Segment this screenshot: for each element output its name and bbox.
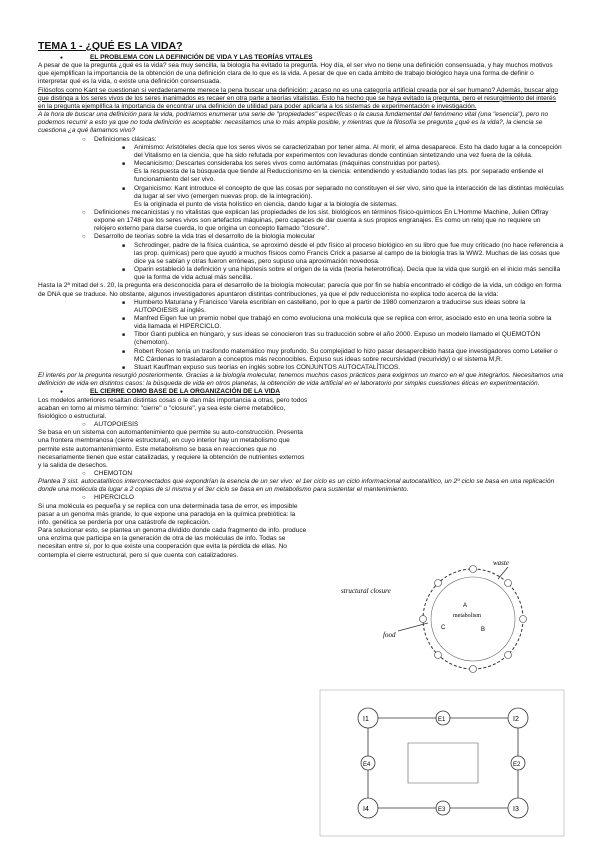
paragraph: A la hora de buscar una definición para la vida, podríamos enumerar una serie de "propiedades" específicas o la causa fundamental del fenómeno vital (una "esencia"), pero no podemos recurrir a esto ya que no toda definición es aceptable: necesitamos una lo más amplia posible, y mientras que la filosofía se pregunta ¿qué es la vida?, la ciencia se cuestiona ¿a qué llamamos vivo? xyxy=(38,111,549,135)
node-i2-label: I2 xyxy=(513,716,519,723)
node-i3-label: I3 xyxy=(513,806,519,813)
node-c: C xyxy=(441,625,446,631)
subheading: ○ CHEMOTON xyxy=(38,470,564,478)
inner-cycle xyxy=(408,743,478,783)
paragraph: Los modelos anteriores resaltan distintas cosas o le dan más importancia a otras, pero todos acaban en torno al mismo término: "cierre" o "closure", ya sea este cierre metabólico, fisiológico o estructural. xyxy=(38,396,308,420)
list-item: ■ Stuart Kauffman expuso sus teorías en inglés sobre los CONJUNTOS AUTOCATALÍTICOS. xyxy=(38,364,564,372)
paragraph: Plantea 3 sist. autocatalíticos interconectados que expondrían la esencia de un ser vivo: el 1er ciclo es un ciclo informacional autocatalítico, un 2º ciclo se basa en una replicación donde una molécula da lugar a 2 copias de sí misma y el 3er ciclo se basa en un metabolismo para sustentar el mantenimiento. xyxy=(38,478,555,494)
main-column xyxy=(38,40,564,560)
subheading: ○ HIPERCICLO xyxy=(38,494,564,502)
membrane-beads xyxy=(420,566,527,673)
paragraph: ○ Definiciones mecanicistas y no vitalistas que explican las propiedades de los sist. biológicos en términos físico-químicos En L'Homme Machine, Julien Offray expone en 1748 que los seres vivos son artefactos máquinas, pero capaces de dar cuenta a sus propios engranajes. Es como un reloj que no requiere un relojero externo para darse cuerda, lo que origina un concepto llamado "closure". xyxy=(38,209,564,233)
list-item: ■ Manfred Eigen fue un premio nobel que trabajó en como evoluciona una molécula que se replica con error, asociado esto en una teoría sobre la vida llamada el HIPERCICLO. xyxy=(38,315,564,331)
arrow-food xyxy=(398,623,428,631)
page-title: TEMA 1 - ¿QUÉ ES LA VIDA? xyxy=(38,40,183,52)
subheading: ○ Definiciones clásicas: xyxy=(38,136,564,144)
hypercycle-nodes xyxy=(358,708,528,818)
cycle-path xyxy=(368,718,518,808)
paragraph: Para solucionar esto, se plantea un genoma dividido donde cada fragmento de info. produce una enzima que participa en la generación de otra de las moléculas de info. Todas se necesitan entre sí, por lo que existe una cooperación que evita la pérdida de ellas. No contempla el cierre estructural, pero sí que cuenta con catalizadores. xyxy=(38,527,307,559)
node-i1-label: I1 xyxy=(363,716,369,723)
paragraph: Si una molécula es pequeña y se replica con una determinada tasa de error, es imposible pasar a un genoma más grande, lo que expone una paradoja en la química prebiótica: la info. genética se perdería por una catástrofe de replicación. xyxy=(38,502,298,526)
hypercycle-diagram xyxy=(318,688,566,838)
label-metabolism: metabolism xyxy=(453,613,481,619)
list-item: ■ Organicismo: Kant introduce el concepto de que las cosas por separado no constituyen el ser vivo, sino que la interacción de las distintas moléculas da lugar al ser vivo (emergen nuevas prop. de la integración). xyxy=(38,185,564,201)
paragraph: El interés por la pregunta resurgió posteriormente. Gracias a la biología molecular, tenemos muchos casos prácticos para exigirnos un marco en el que integrarlos. Necesitamos una definición de vida en distintos casos: la búsqueda de vida en otros planetas, la obtención de vida artificial en el laboratorio por simples cuestiones éticas en experimentación. xyxy=(38,372,564,388)
list-item: ■ Animismo: Aristóteles decía que los seres vivos se caracterizaban por tener alma. Al morir, el alma desaparece. Esto ha dado lugar a la concepción del Vitalismo en la ciencia, que ha sido refutada por experimentos con levaduras donde continúan sintetizando una vez fuera de la célula. xyxy=(38,144,564,160)
node-i4-label: I4 xyxy=(363,806,369,813)
section-heading: ● EL PROBLEMA CON LA DEFINICIÓN DE VIDA Y LAS TEORÍAS VITALES xyxy=(38,54,564,62)
inner-circle xyxy=(431,577,515,661)
paragraph: A pesar de que la pregunta ¿qué es la vida? sea muy sencilla, la biología ha evitado la pregunta. Hoy día, el ser vivo no tiene una definición consensuada, y hay muchos motivos que ejemplifican la importancia de la obtención de una definición clara de lo que es la vida. A pesar de que en cada ámbito de trabajo biológico haya una forma de definir o interpretar qué es la vida, o existe una definición consensuada. xyxy=(38,62,553,86)
list-item: ■ Robert Rosen tenía un trasfondo matemático muy profundo. Su complejidad lo hizo pasar desapercibido hasta que investigadores como Letelier o MC Cárdenas lo trasladaron a conceptos más reconocibles. Expuso sus ideas sobre recursividad (recurividy) o el sistema M,R. xyxy=(38,348,564,364)
arrow-waste xyxy=(498,567,508,579)
list-item-note: Es la respuesta de la búsqueda que tiende al Reduccionismo en la ciencia: entendiendo y estudiando todas las pts. por separado entiende el funcionamiento del ser vivo. xyxy=(134,168,544,184)
subheading: ○ Desarrollo de teorías sobre la vida tras el desarrollo de la biología molecular xyxy=(38,233,564,241)
label-food: food xyxy=(383,631,396,639)
subheading: ○ AUTOPOIESIS xyxy=(38,421,564,429)
paragraph: Se basa en un sistema con automantenimiento que permite su auto-construcción. Presenta una frontera membranosa (cierre estructural), en cuyo interior hay un metabolismo que permite este automantenimiento. Este metabolismo se basa en reacciones que no necesariamente tienen que estar catalizadas, y requiere la obtención de nutrientes externos y la salida de desechos. xyxy=(38,429,305,469)
label-structural: structural closure xyxy=(341,587,391,595)
section-heading: ● EL CIERRE COMO BASE DE LA ORGANIZACIÓN DE LA VIDA xyxy=(38,388,564,396)
node-a: A xyxy=(463,603,468,609)
autopoiesis-diagram xyxy=(323,557,551,677)
list-item: ■ Schrodinger, padre de la física cuántica, se aproximó desde el pdv físico al proceso biológico en su libro que fue muy criticado (no hace referencia a las prop. químicas) pero que ayudó a muchos físicos como Francis Crick a pasarse al campo de la biología tras la WW2. Muchas de las cosas que dice ya se sabían y otras fueron erróneas, pero supuso una aproximación novedosa. xyxy=(38,242,564,266)
list-item: ■ Humberto Maturana y Francisco Varela escribían en castellano, por lo que a partir de 1980 comenzaron a traducirse sus ideas sobre la AUTOPOIESIS al inglés. xyxy=(38,299,564,315)
list-item: ■ Tibor Ganti publica en húngaro, y sus ideas se conocieron tras su traducción sobre el año 2000. Expuso un modelo llamado el QUEMOTÓN (chemoton). xyxy=(38,331,564,347)
node-b: B xyxy=(481,627,486,633)
label-waste: waste xyxy=(493,559,509,567)
node-e2-label: E2 xyxy=(513,762,521,768)
list-item: ■ Mecanicismo: Descartes consideraba los seres vivos como autómatas (máquinas construidas por partes). xyxy=(38,160,564,168)
list-item: ■ Oparin estableció la definición y una hipótesis sobre el origen de la vida (teoría heterotrófica). Decía que la vida que surgió en el inicio más sencilla que la forma de vida actual más sencilla. xyxy=(38,266,564,282)
paragraph: Hasta la 2ª mitad del s. 20, la pregunta era desconocida para el desarrollo de la biología molecular; parecía que por fin se había encontrado el código de la vida, un código en forma de DNA que se traduce. No obstante, algunos investigadores apuntaron distintas contribuciones, ya que el pdv reduccionista no explica todo acerca de la vida: xyxy=(38,282,562,298)
node-e1-label: E1 xyxy=(438,717,446,723)
paragraph: Filósofos como Kant se cuestionan si verdaderamente merece la pena buscar una definición: ¿acaso no es una categoría artificial creada por el ser humano? Además, buscar algo que distinga a los seres vivos de los seres inanimados es recaer en otra parte a teorías vitalistas. Esto ha hecho que se haya evitado la pregunta, pero el resurgimiento del interés en la pregunta ejemplifica la importancia de encontrar una definición de utilidad para poder aplicarla a los sistemas de experimentación e investigación. xyxy=(38,86,559,110)
node-e4-label: E4 xyxy=(363,762,371,768)
list-item-note: Es la originada el punto de vista holístico en ciencia, dando lugar a la biología de sistemas. xyxy=(134,200,398,208)
node-e3-label: E3 xyxy=(438,807,446,813)
